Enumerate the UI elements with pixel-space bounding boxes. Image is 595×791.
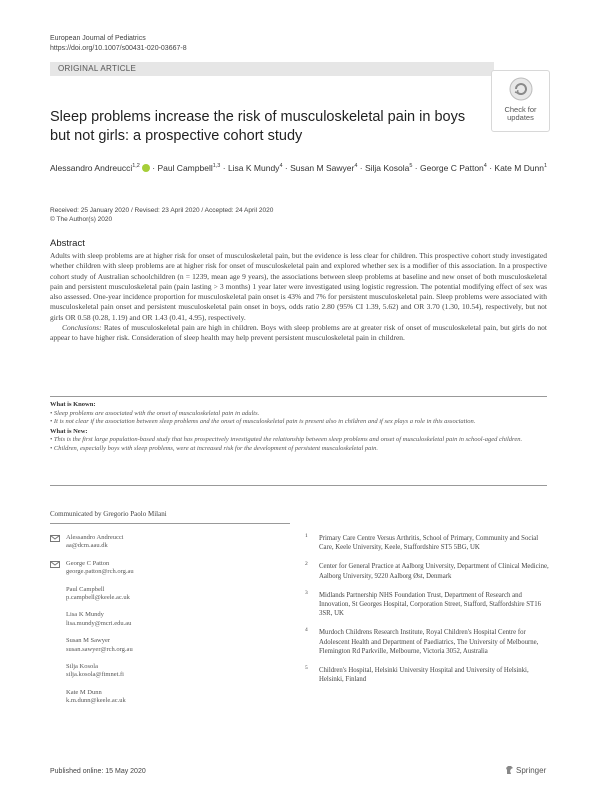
article-title: Sleep problems increase the risk of musculoskeletal pain in boys but not girls: a prospective cohort study [50,109,466,144]
affiliation-number: 5 [305,665,308,672]
envelope-icon [50,561,60,571]
contact-email[interactable]: aa@dcm.aau.dk [66,542,108,550]
article-type: ORIGINAL ARTICLE [58,64,137,73]
affiliation-number: 2 [305,561,308,568]
author-name: Silja Kosola [364,162,410,173]
divider [50,396,547,397]
new-heading: What is New: [50,427,88,435]
abstract-paragraph: Adults with sleep problems are at higher risk for onset of musculoskeletal pain, but the evidence is less clear for children. This prospective cohort study investigated whether children with sleep problems are at higher risk for onset of musculoskeletal pain and explored whether sex is a modifier of this association. In a prospective cohort study of Australian schoolchildren (n = 1239, mean age 9 years), the associations between sleep problems at baseline and new onset of both musculoskeletal pain and persistent musculoskeletal pain (pain lasting > 3 months) 1 year later were investigated using logistic regression. The potential modifying effect of sex was also assessed. One-year incidence proportion for musculoskeletal pain onset is 43% and 7% for persistent musculoskeletal pain. Sleep problems were associated with musculoskeletal pain onset and persistent musculoskeletal pain onset in boys, odds ratio 2.80 (95% CI 1.39, 5.62) and OR 3.70 (1.30, 10.54), respectively, but not girls OR 0.58 (0.28, 1.19) and OR 1.43 (0.41, 4.95), respectively. [50,251,547,322]
abstract-heading: Abstract [50,238,85,249]
published-date: Published online: 15 May 2020 [50,768,146,775]
contact-name: Alessandro Andreucci [66,534,124,541]
contact-name: Lisa K Mundy [66,611,104,619]
springer-horse-icon [505,765,514,777]
contact-entry [50,663,290,680]
abstract-body [50,251,547,344]
contact-entry [50,560,290,577]
contact-email[interactable]: k.m.dunn@keele.ac.uk [66,697,126,705]
author-name: George C Patton [419,162,484,173]
journal-header [50,34,187,54]
contact-entry [50,689,290,706]
known-heading: What is Known: [50,401,96,408]
conclusions-text: Rates of musculoskeletal pain are high in children. Boys with sleep problems are at greater risk of onset of musculoskeletal pain, but girls do not appear to have higher risk. Consideration of sleep health may help prevent persistent musculoskeletal pain in children. [50,323,548,343]
author-separator: · [357,162,365,173]
known-new-box [50,400,547,454]
history-dates: Received: 25 January 2020 / Revised: 23 April 2020 / Accepted: 24 April 2020 [50,207,274,214]
author-affil-marker: 4 [483,163,487,169]
author-affil-marker: 1 [544,163,548,169]
new-item: • Children, especially boys with sleep problems, were at increased risk for the development of persistent musculoskeletal pain. [50,444,379,452]
affiliation-number: 3 [305,589,308,596]
affiliation [305,591,550,619]
author-separator: · [412,162,420,173]
author-affil-marker: 4 [279,163,283,169]
contact-email[interactable]: lisa.mundy@mcri.edu.au [66,619,132,627]
contact-name: Silja Kosola [66,663,98,671]
author-name: Paul Campbell [157,162,213,173]
orcid-icon[interactable] [142,164,150,172]
author[interactable] [420,163,487,173]
publisher-logo [505,765,546,777]
article-dates [50,206,273,224]
affiliation [305,534,550,552]
check-updates-icon [509,77,533,101]
divider [50,485,547,486]
author-separator: · [220,162,228,173]
author-affil-marker: 1,3 [212,163,221,169]
abstract-conclusions [50,323,547,344]
author[interactable] [290,163,357,173]
copyright: © The Author(s) 2020 [50,216,113,223]
publisher-name: Springer [516,766,547,775]
known-item: • Sleep problems are associated with the onset of musculoskeletal pain in adults. [50,409,260,417]
author[interactable] [228,163,283,173]
affiliation [305,562,550,580]
author[interactable] [494,163,547,173]
affiliation-number: 4 [305,627,308,634]
author-affil-marker: 5 [409,163,413,169]
contact-email[interactable]: p.campbell@keele.ac.uk [66,594,130,602]
author[interactable] [157,163,220,173]
affiliation-number: 1 [305,533,308,539]
check-for-updates-badge[interactable] [491,70,550,132]
known-item: • It is not clear if the association between sleep problems and the onset of musculoskeletal pain is present also in children and if sex plays a role in this association. [50,418,476,426]
affiliation-text: Children's Hospital, Helsinki University Hospital and University of Helsinki, Helsinki, Finland [319,667,529,684]
author-separator: · [486,162,495,173]
contact-list [50,534,290,715]
author-name: Lisa K Mundy [227,162,280,173]
contact-name: Paul Campbell [66,585,105,593]
author-separator: · [282,162,291,173]
check-updates-label: Check for updates [504,105,537,122]
affiliation-text: Midlands Partnership NHS Foundation Trust, Department of Research and Innovation, St Georges Hospital, Corporation Street, Stafford, Staffordshire ST16 3SR, UK [319,591,542,618]
contact-name: George C Patton [66,559,110,567]
author-name: Alessandro Andreucci [50,162,133,173]
conclusions-label: Conclusions: [62,323,102,333]
author-affil-marker: 4 [354,163,358,169]
author-name: Susan M Sawyer [290,162,355,173]
author-list [50,160,550,174]
author-name: Kate M Dunn [494,162,545,173]
contact-entry [50,534,290,551]
affiliation [305,666,550,684]
contact-name: Kate M Dunn [66,688,102,696]
contact-entry [50,586,290,603]
affiliation-text: Murdoch Childrens Research Institute, Royal Children's Hospital Centre for Adolescent Health and Department of Paediatrics, The University of Melbourne, Flemington Rd Parkville, Melbourne, Victoria 3052, Australia [319,629,539,655]
communicated-by: Communicated by Gregorio Paolo Milani [50,510,167,518]
contact-name: Susan M Sawyer [66,637,111,645]
affiliation-list [305,534,550,694]
author[interactable] [50,163,150,173]
new-item: • This is the first large population-based study that has prospectively investigated the relationship between sleep problems and onset of musculoskeletal pain in school-aged children. [50,436,523,444]
affiliation-text: Center for General Practice at Aalborg University, Department of Clinical Medicine, Aalborg University, 9220 Aalborg Øst, Denmark [319,563,549,580]
doi-link[interactable]: https://doi.org/10.1007/s00431-020-03667-8 [50,45,187,52]
journal-name: European Journal of Pediatrics [50,35,146,42]
author-separator: · [149,162,158,173]
affiliation-text: Primary Care Centre Versus Arthritis, School of Primary, Community and Social Care, Keele University, Keele, Staffordshire ST5 5BG, UK [319,535,539,552]
contact-email[interactable]: george.patton@rch.org.au [66,568,134,576]
article-type-bar [50,62,494,76]
divider [50,523,290,524]
contact-entry [50,637,290,654]
contact-email[interactable]: susan.sawyer@rch.org.au [66,645,133,653]
author[interactable] [365,163,412,173]
contact-entry [50,611,290,628]
author-affil-marker: 1,2 [132,163,140,169]
envelope-icon [50,535,60,545]
affiliation [305,628,550,656]
contact-email[interactable]: silja.kosola@fimnet.fi [66,671,124,679]
